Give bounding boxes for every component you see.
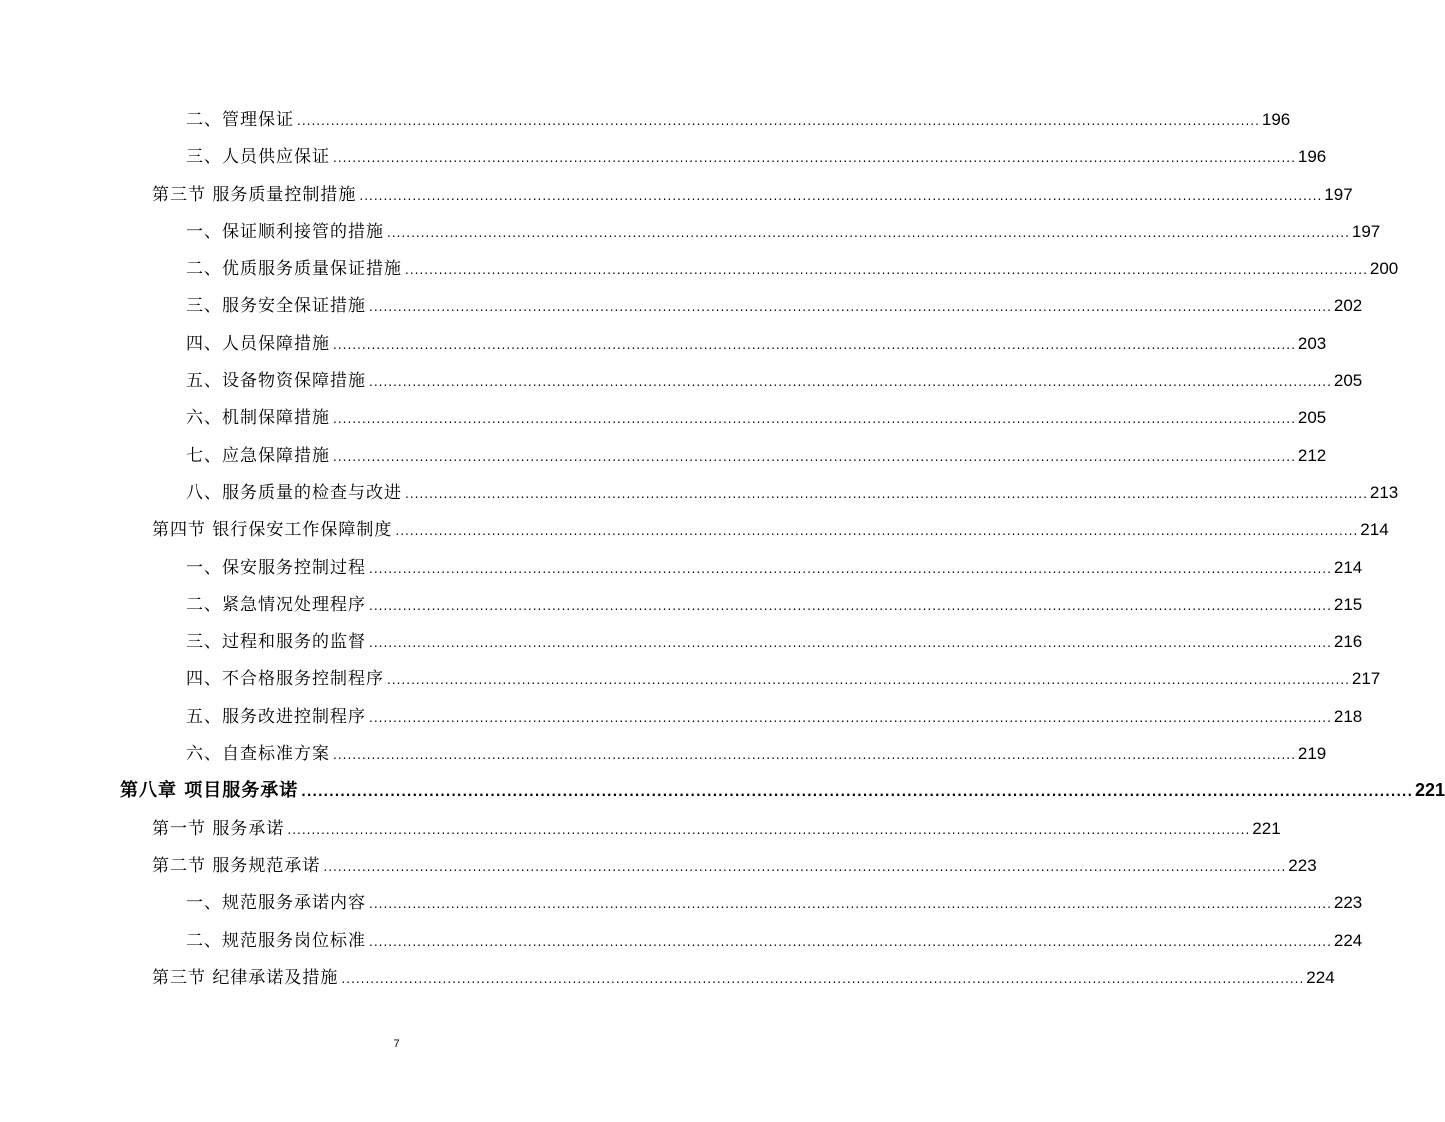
toc-entry[interactable] — [0, 325, 1327, 362]
toc-entry-page: 214 — [1333, 557, 1363, 577]
toc-entry-page: 196 — [1261, 110, 1291, 129]
toc-entry-page: 217 — [1351, 669, 1381, 689]
toc-entry-page: 213 — [1369, 482, 1399, 502]
toc-entry-page: 221 — [1252, 818, 1281, 838]
toc-leader-dots: ........................................................................................................................................................................................................ — [323, 859, 1287, 874]
toc-entry-page: 200 — [1369, 259, 1399, 279]
toc-entry-title: 三、服务安全保证措施 — [186, 296, 366, 317]
toc-leader-dots: ........................................................................................................................................................................................................ — [333, 151, 1296, 166]
toc-entry-page: 205 — [1297, 408, 1327, 428]
toc-leader-dots: ........................................................................................................................................................................................................ — [369, 561, 1332, 576]
toc-entry[interactable] — [0, 511, 1389, 548]
toc-entry[interactable] — [0, 138, 1327, 175]
toc-leader-dots: ........................................................................................................................................................................................................ — [333, 449, 1296, 464]
toc-entry[interactable] — [0, 586, 1363, 623]
toc-entry-title: 五、服务改进控制程序 — [186, 706, 366, 727]
toc-leader-dots: ........................................................................................................................................................................................................ — [297, 114, 1260, 128]
toc-entry-title: 第三节 服务质量控制措施 — [152, 184, 357, 205]
toc-leader-dots: ........................................................................................................................................................................................................ — [333, 748, 1296, 763]
toc-entry-page: 218 — [1333, 706, 1363, 726]
toc-leader-dots: ........................................................................................................................................................................................................ — [369, 897, 1332, 912]
toc-leader-dots: ........................................................................................................................................................................................................ — [387, 673, 1350, 688]
toc-entry-page: 224 — [1333, 930, 1363, 950]
toc-entry-title: 六、自查标准方案 — [186, 744, 330, 765]
toc-leader-dots: ........................................................................................................................................................................................................ — [369, 375, 1332, 390]
toc-entry-page: 219 — [1297, 744, 1327, 764]
toc-entry-title: 三、过程和服务的监督 — [186, 632, 366, 653]
toc-leader-dots: ........................................................................................................................................................................................................ — [359, 188, 1323, 203]
toc-entry-page: 196 — [1297, 147, 1327, 167]
toc-entry-title: 八、服务质量的检查与改进 — [186, 482, 402, 503]
toc-leader-dots: ........................................................................................................................................................................................................ — [333, 337, 1296, 352]
toc-entry-page: 216 — [1333, 632, 1363, 652]
toc-entry[interactable] — [0, 959, 1335, 996]
toc-leader-dots: ........................................................................................................................................................................................................ — [369, 300, 1332, 315]
toc-leader-dots: ........................................................................................................................................................................................................ — [395, 524, 1359, 539]
toc-leader-dots: ........................................................................................................................................................................................................ — [369, 598, 1332, 613]
toc-leader-dots: ........................................................................................................................................................................................................ — [369, 636, 1332, 651]
toc-entry-title: 二、规范服务岗位标准 — [186, 930, 366, 951]
toc-entry-page: 223 — [1288, 855, 1317, 875]
toc-entry-title: 第三节 纪律承诺及措施 — [152, 967, 339, 988]
toc-entry[interactable] — [0, 250, 1399, 287]
table-of-contents — [0, 101, 1445, 996]
toc-entry-title: 第八章 项目服务承诺 — [120, 780, 299, 802]
toc-entry-page: 215 — [1333, 594, 1363, 614]
toc-leader-dots: ........................................................................................................................................................................................................ — [287, 822, 1251, 837]
toc-entry[interactable] — [0, 810, 1281, 847]
toc-entry[interactable] — [0, 176, 1353, 213]
toc-entry-title: 四、不合格服务控制程序 — [186, 669, 384, 690]
toc-entry[interactable] — [0, 884, 1363, 921]
toc-leader-dots: ........................................................................................................................................................................................................ — [405, 263, 1368, 278]
toc-leader-dots: ........................................................................................................................................................................................................ — [369, 934, 1332, 949]
toc-entry-page: 197 — [1324, 184, 1353, 204]
toc-entry[interactable] — [0, 922, 1363, 959]
toc-leader-dots: ........................................................................................................................................................................................................ — [405, 486, 1368, 501]
toc-entry-page: 212 — [1297, 445, 1327, 465]
toc-entry-title: 第一节 服务承诺 — [152, 818, 285, 839]
toc-entry[interactable] — [0, 735, 1327, 772]
toc-entry-page: 224 — [1306, 967, 1335, 987]
toc-entry-page: 205 — [1333, 371, 1363, 391]
toc-entry-page: 197 — [1351, 221, 1381, 241]
toc-entry[interactable] — [0, 847, 1317, 884]
toc-entry[interactable] — [0, 474, 1399, 511]
toc-entry-title: 三、人员供应保证 — [186, 147, 330, 168]
toc-entry-page: 203 — [1297, 333, 1327, 353]
toc-entry-page: 202 — [1333, 296, 1363, 316]
toc-entry-title: 二、管理保证 — [186, 110, 294, 130]
toc-entry-title: 七、应急保障措施 — [186, 445, 330, 466]
toc-entry[interactable] — [0, 399, 1327, 436]
toc-entry[interactable] — [0, 213, 1381, 250]
toc-entry[interactable] — [0, 101, 1291, 138]
toc-leader-dots: ........................................................................................................................................................................................................ — [301, 785, 1413, 800]
toc-leader-dots: ........................................................................................................................................................................................................ — [333, 412, 1296, 427]
toc-entry[interactable] — [0, 623, 1363, 660]
toc-entry-title: 第四节 银行保安工作保障制度 — [152, 520, 393, 541]
toc-leader-dots: ........................................................................................................................................................................................................ — [387, 225, 1350, 240]
page-number: 7 — [393, 1038, 400, 1050]
toc-entry-title: 一、保安服务控制过程 — [186, 557, 366, 578]
toc-entry[interactable] — [0, 549, 1363, 586]
toc-entry[interactable] — [0, 437, 1327, 474]
toc-entry[interactable] — [0, 287, 1363, 324]
toc-entry-page: 214 — [1360, 520, 1389, 540]
toc-entry-title: 六、机制保障措施 — [186, 408, 330, 429]
toc-entry[interactable] — [0, 698, 1363, 735]
toc-entry[interactable] — [0, 772, 1445, 809]
toc-entry-page: 221 — [1415, 780, 1445, 801]
toc-entry-title: 二、紧急情况处理程序 — [186, 594, 366, 615]
toc-entry-title: 一、规范服务承诺内容 — [186, 893, 366, 914]
toc-entry-title: 二、优质服务质量保证措施 — [186, 259, 402, 280]
toc-entry-title: 第二节 服务规范承诺 — [152, 855, 321, 876]
toc-leader-dots: ........................................................................................................................................................................................................ — [369, 710, 1332, 725]
toc-entry-title: 五、设备物资保障措施 — [186, 371, 366, 392]
toc-leader-dots: ........................................................................................................................................................................................................ — [341, 971, 1305, 986]
toc-entry[interactable] — [0, 660, 1381, 697]
toc-entry-page: 223 — [1333, 893, 1363, 913]
toc-entry-title: 四、人员保障措施 — [186, 333, 330, 354]
toc-entry-title: 一、保证顺利接管的措施 — [186, 221, 384, 242]
toc-entry[interactable] — [0, 362, 1363, 399]
